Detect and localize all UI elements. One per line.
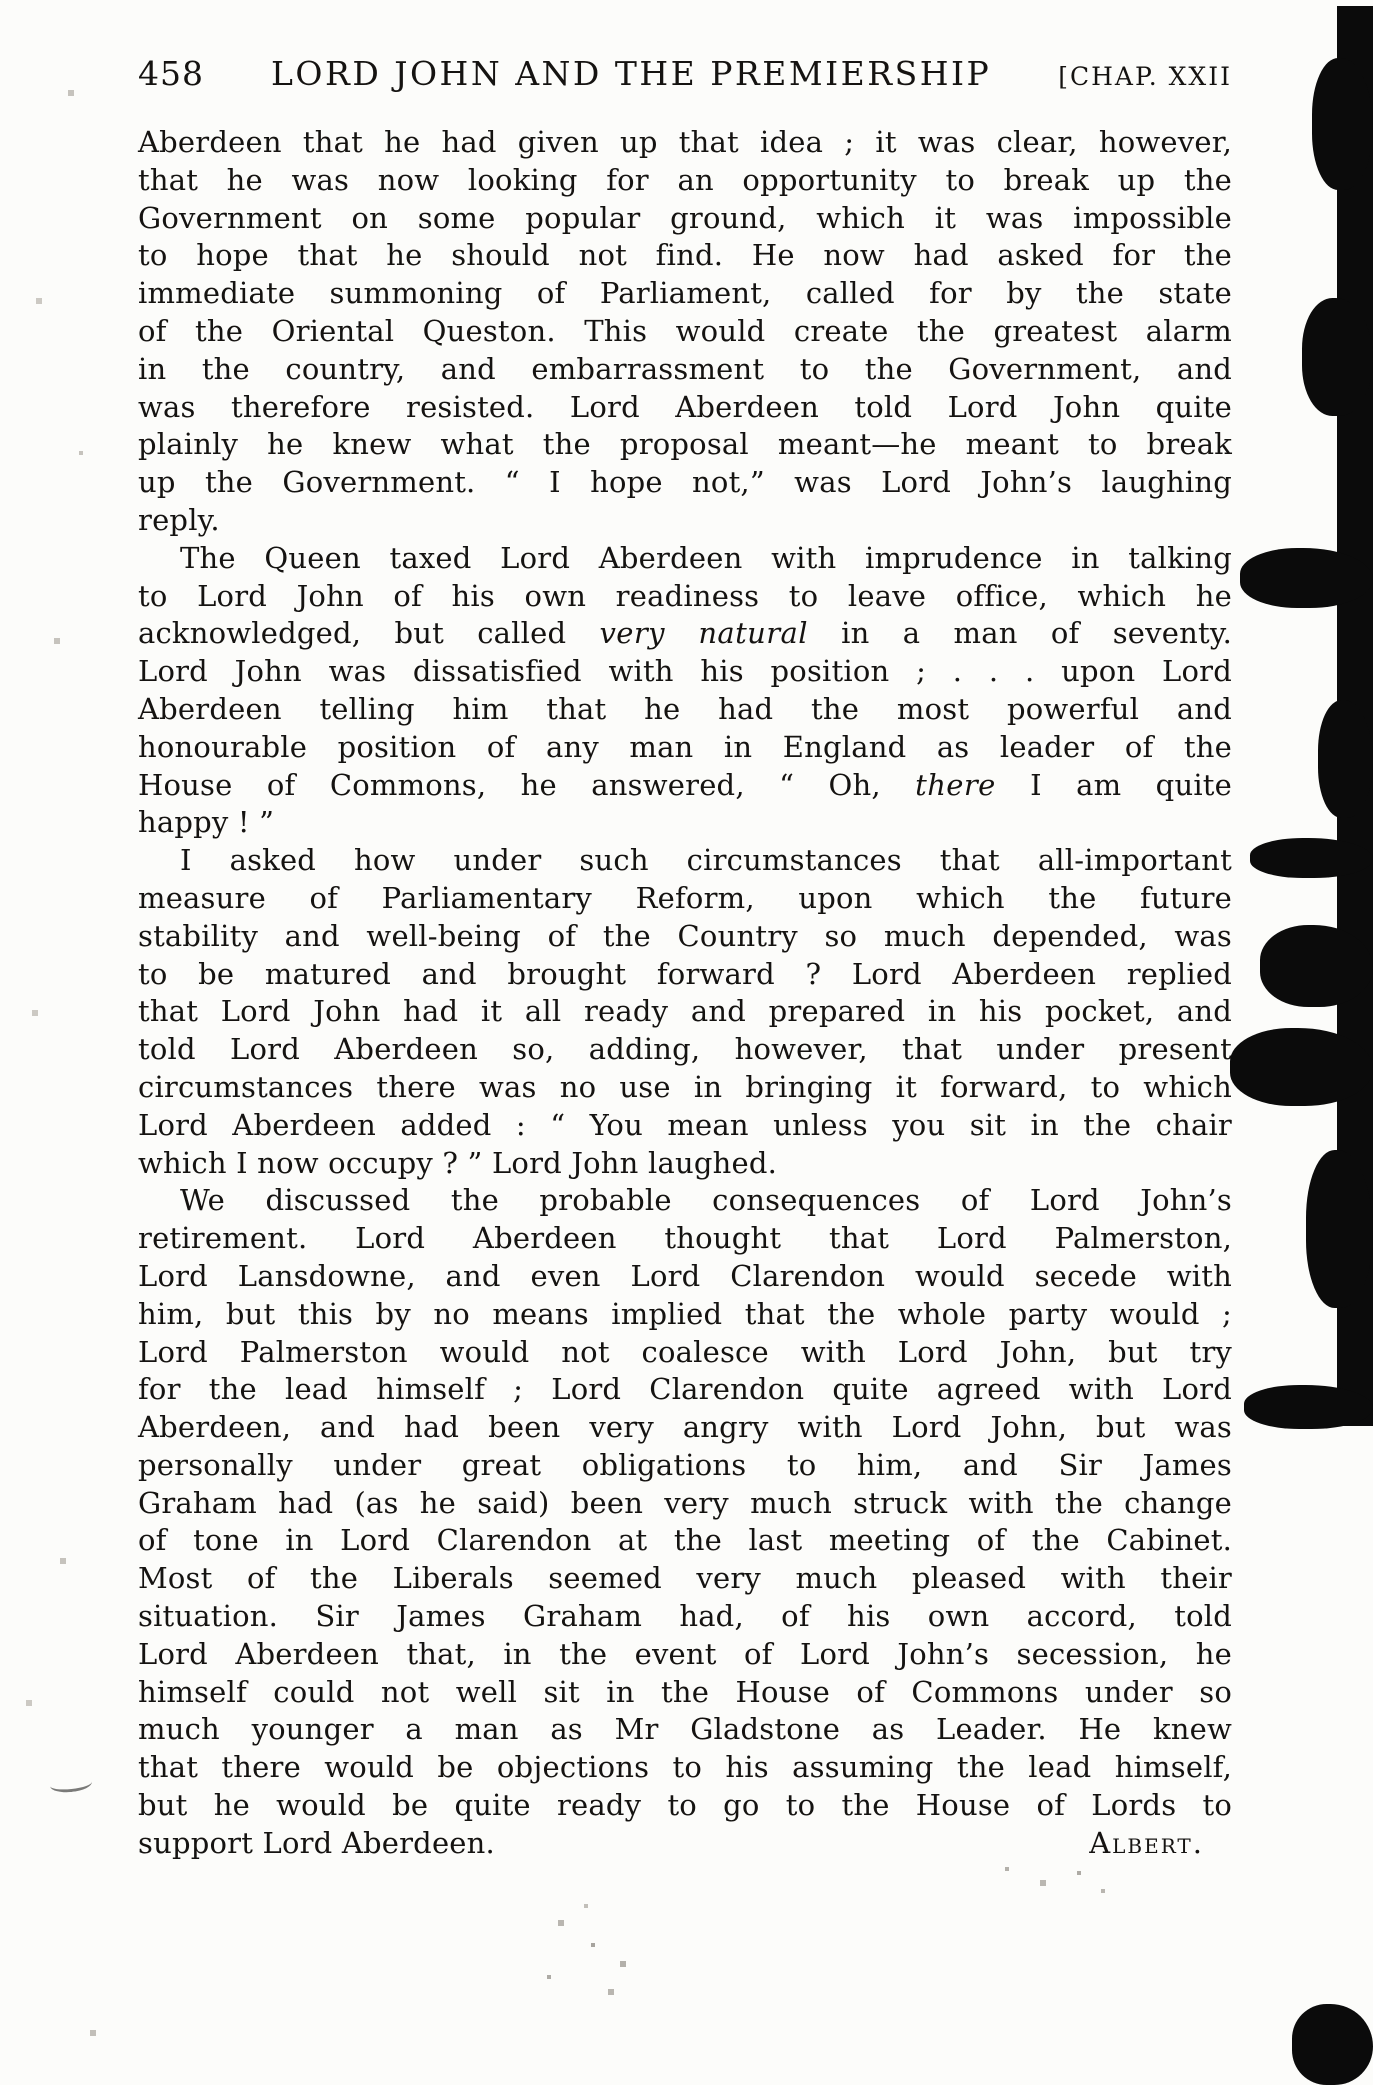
- text-line: that he was now looking for an opportunity to break up the: [138, 162, 1232, 197]
- scan-blob: [1312, 58, 1373, 190]
- signature: Albert.: [1089, 1825, 1204, 1860]
- body-lines: [138, 124, 1232, 1863]
- scan-blob: [1230, 1028, 1373, 1106]
- text-line: to Lord John of his own readiness to leave office, which he: [138, 578, 1232, 613]
- text-line: happy ! ”: [138, 805, 275, 840]
- text-line: but he would be quite ready to go to the House of Lords to: [138, 1788, 1232, 1823]
- scan-blob: [1302, 298, 1373, 416]
- text-line: support Lord Aberdeen. Albert.: [138, 1825, 1232, 1863]
- text-line: plainly he knew what the proposal meant—he meant to break: [138, 427, 1232, 462]
- scan-blob: [1260, 925, 1373, 1007]
- text-line: himself could not well sit in the House of Commons under so: [138, 1674, 1232, 1709]
- text-line: acknowledged, but called very natural in a man of seventy.: [138, 616, 1232, 651]
- text-line: Aberdeen, and had been very angry with Lord John, but was: [138, 1410, 1232, 1445]
- text-line: much younger a man as Mr Gladstone as Leader. He knew: [138, 1712, 1232, 1747]
- text-line: measure of Parliamentary Reform, upon which the future: [138, 880, 1232, 915]
- text-line: Graham had (as he said) been very much struck with the change: [138, 1485, 1232, 1520]
- text-line: was therefore resisted. Lord Aberdeen told Lord John quite: [138, 389, 1232, 424]
- text-line: for the lead himself ; Lord Clarendon quite agreed with Lord: [138, 1372, 1232, 1407]
- text-line: Lord Palmerston would not coalesce with Lord John, but try: [138, 1334, 1232, 1369]
- text-line: House of Commons, he answered, “ Oh, there I am quite: [138, 767, 1233, 802]
- text-line: Aberdeen that he had given up that idea ; it was clear, however,: [138, 125, 1232, 159]
- text-line: Lord Aberdeen added : “ You mean unless you sit in the chair: [138, 1107, 1232, 1142]
- text-line: Lord John was dissatisfied with his position ; . . . upon Lord: [138, 654, 1232, 689]
- text-line: of tone in Lord Clarendon at the last meeting of the Cabinet.: [138, 1523, 1232, 1558]
- text-line: retirement. Lord Aberdeen thought that Lord Palmerston,: [138, 1221, 1232, 1256]
- text-line: to hope that he should not find. He now had asked for the: [138, 238, 1232, 273]
- text-line: We discussed the probable consequences of Lord John’s: [180, 1183, 1232, 1218]
- chapter-reference: [CHAP. XXII: [1058, 62, 1232, 91]
- text-line: immediate summoning of Parliament, called for by the state: [138, 276, 1232, 311]
- text-line: which I now occupy ? ” Lord John laughed.: [138, 1145, 778, 1180]
- scan-blob: [1318, 700, 1373, 818]
- page-title: LORD JOHN AND THE PREMIERSHIP: [271, 54, 992, 93]
- text-line: told Lord Aberdeen so, adding, however, that under present: [138, 1032, 1232, 1067]
- scan-blob: [1240, 548, 1373, 608]
- text-line: honourable position of any man in England as leader of the: [138, 729, 1232, 764]
- text-line: personally under great obligations to him, and Sir James: [138, 1447, 1232, 1482]
- text-line: The Queen taxed Lord Aberdeen with imprudence in talking: [180, 540, 1232, 575]
- scan-speckles: [0, 0, 2, 2]
- text-line: I asked how under such circumstances that all-important: [180, 843, 1232, 878]
- text-line: Government on some popular ground, which it was impossible: [138, 200, 1232, 235]
- scan-blob: [1292, 2004, 1373, 2085]
- text-line: reply.: [138, 502, 220, 537]
- text-line: to be matured and brought forward ? Lord Aberdeen replied: [138, 956, 1232, 991]
- text-line: stability and well-being of the Country so much depended, was: [138, 918, 1232, 953]
- running-head: [138, 54, 1232, 93]
- text-line: circumstances there was no use in bringing it forward, to which: [138, 1069, 1232, 1104]
- text-line: Lord Lansdowne, and even Lord Clarendon would secede with: [138, 1258, 1232, 1293]
- text-line: situation. Sir James Graham had, of his own accord, told: [138, 1599, 1232, 1634]
- text-line: Most of the Liberals seemed very much pleased with their: [138, 1561, 1232, 1596]
- text-line: Aberdeen telling him that he had the most powerful and: [138, 691, 1232, 726]
- text-line: up the Government. “ I hope not,” was Lord John’s laughing: [138, 465, 1232, 500]
- text-line: that there would be objections to his assuming the lead himself,: [138, 1750, 1232, 1785]
- pencil-mark: [49, 1774, 92, 1794]
- text-line: that Lord John had it all ready and prepared in his pocket, and: [138, 994, 1232, 1029]
- text-line: of the Oriental Queston. This would create the greatest alarm: [138, 313, 1232, 348]
- scan-blob: [1244, 1385, 1373, 1429]
- text-line: him, but this by no means implied that the whole party would ;: [138, 1296, 1232, 1331]
- text-line: Lord Aberdeen that, in the event of Lord John’s secession, he: [138, 1636, 1232, 1671]
- scan-blob: [1250, 838, 1373, 878]
- text-line: in the country, and embarrassment to the Government, and: [138, 351, 1232, 386]
- page-number: 458: [138, 54, 204, 93]
